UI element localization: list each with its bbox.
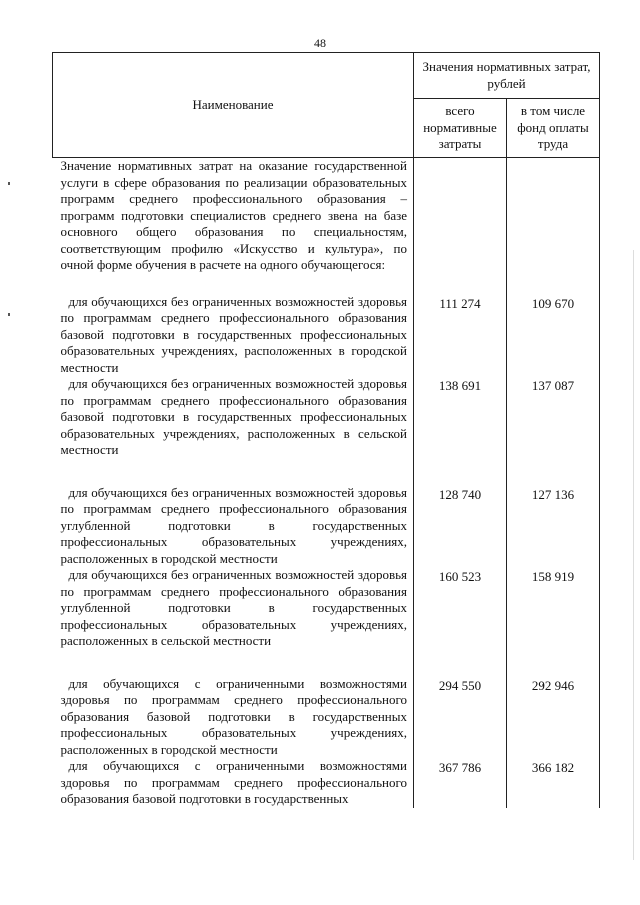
row-total: 294 550 bbox=[414, 676, 507, 759]
cost-table bbox=[52, 52, 600, 808]
row-fot: 292 946 bbox=[507, 676, 600, 759]
row-fot: 127 136 bbox=[507, 485, 600, 568]
intro-row bbox=[53, 158, 600, 294]
table-row bbox=[53, 485, 600, 568]
row-description: для обучающихся без ограниченных возможностей здоровья по программам среднего профессионального образования базовой подготовки в государственных профессиональных образовательных учреждениях, расположенных в городской местности bbox=[60, 293, 407, 375]
header-row bbox=[53, 53, 600, 99]
row-fot: 137 087 bbox=[507, 376, 600, 485]
table-row bbox=[53, 376, 600, 485]
table-row bbox=[53, 567, 600, 676]
row-total: 138 691 bbox=[414, 376, 507, 485]
intro-text: Значение нормативных затрат на оказание государственной услуги в сфере образования по реализации образовательных программ среднего профессионального образования – программ подготовки специалистов среднего звена на базе основного общего образования по специальностям, соответствующим профилю «Искусство и культура», по очной форме обучения в расчете на одного обучающегося: bbox=[60, 158, 407, 272]
page-number: 48 bbox=[314, 36, 326, 50]
row-description: для обучающихся без ограниченных возможностей здоровья по программам среднего профессионального образования базовой подготовки в государственных профессиональных образовательных учреждениях, расположенных в сельской местности bbox=[60, 376, 407, 457]
header-fot: в том числе фонд оплаты труда bbox=[507, 99, 600, 158]
row-description: для обучающихся с ограниченными возможностями здоровья по программам среднего профессионального образования базовой подготовки в государственных bbox=[60, 758, 407, 806]
scan-margin-mark bbox=[8, 313, 10, 316]
row-total: 160 523 bbox=[414, 567, 507, 676]
row-description: для обучающихся без ограниченных возможностей здоровья по программам среднего профессионального образования углубленной подготовки в государственных профессиональных образовательных учреждениях, расположенных в городской местности bbox=[60, 484, 407, 566]
row-total: 367 786 bbox=[414, 758, 507, 808]
scan-edge-shadow bbox=[633, 250, 634, 860]
header-name: Наименование bbox=[53, 53, 414, 158]
empty-cell bbox=[507, 158, 600, 294]
row-fot: 158 919 bbox=[507, 567, 600, 676]
header-total: всего нормативные затраты bbox=[414, 99, 507, 158]
empty-cell bbox=[414, 158, 507, 294]
row-total: 111 274 bbox=[414, 294, 507, 377]
scan-margin-mark bbox=[8, 182, 10, 185]
row-description: для обучающихся с ограниченными возможностями здоровья по программам среднего профессионального образования базовой подготовки в государственных профессиональных образовательных учреждениях, расположенных в городской местности bbox=[60, 675, 407, 757]
row-description: для обучающихся без ограниченных возможностей здоровья по программам среднего профессионального образования углубленной подготовки в государственных профессиональных образовательных учреждениях, расположенных в сельской местности bbox=[60, 567, 407, 648]
header-values-group: Значения нормативных затрат, рублей bbox=[414, 53, 600, 99]
table-row bbox=[53, 294, 600, 377]
table-row bbox=[53, 758, 600, 808]
table-row bbox=[53, 676, 600, 759]
row-total: 128 740 bbox=[414, 485, 507, 568]
row-fot: 109 670 bbox=[507, 294, 600, 377]
row-fot: 366 182 bbox=[507, 758, 600, 808]
